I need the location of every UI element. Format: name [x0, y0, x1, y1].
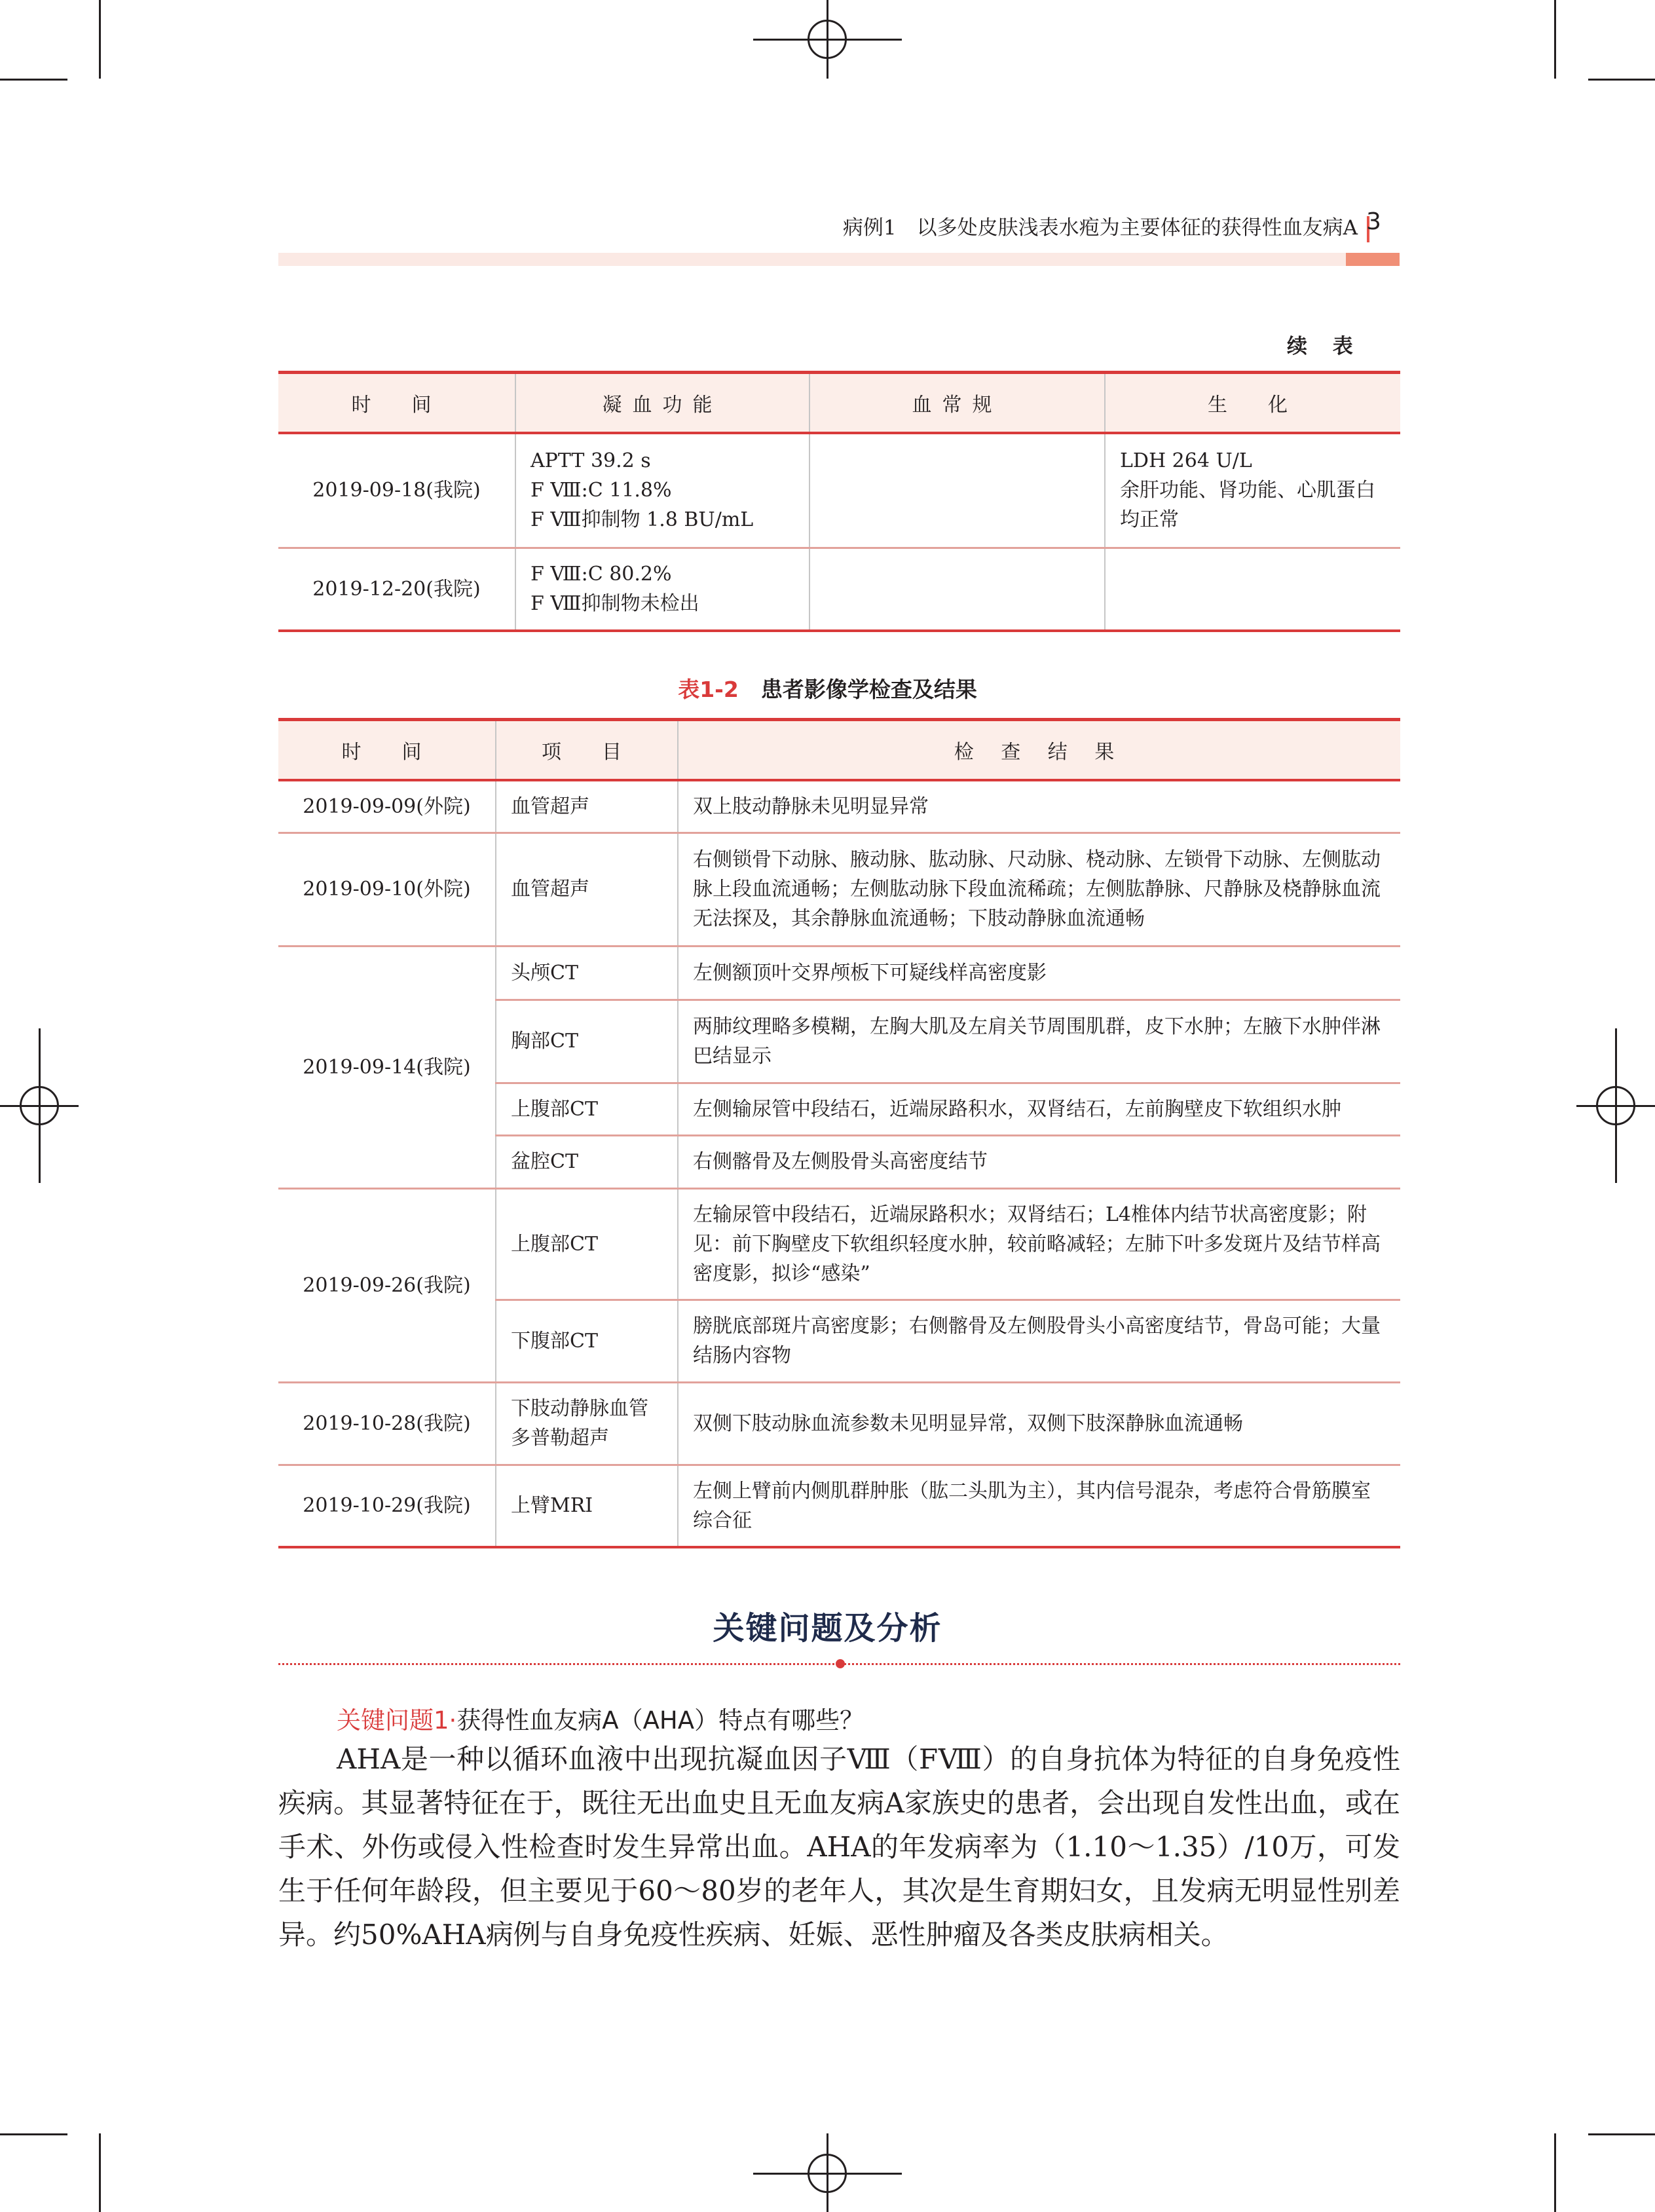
col-header-biochemistry: 生 化 [1105, 373, 1400, 434]
col-header-coagulation: 凝血功能 [515, 373, 809, 434]
row-item: 上臂MRI [496, 1465, 678, 1547]
row-result: 右侧锁骨下动脉、腋动脉、肱动脉、尺动脉、桡动脉、左锁骨下动脉、左侧肱动脉上段血流通畅；左侧肱动脉下段血流稀疏；左侧肱静脉、尺静脉及桡静脉血流无法探及，其余静脉血流通畅；下肢动静脉血流通畅 [678, 833, 1400, 946]
key-question-text: 获得性血友病A（AHA）特点有哪些？ [456, 1706, 865, 1734]
coag-line: F Ⅷ:C 11.8% [530, 479, 672, 502]
coag-line: F Ⅷ抑制物未检出 [530, 592, 699, 616]
blood-routine-cell [809, 548, 1105, 631]
row-result: 两肺纹理略多模糊，左胸大肌及左肩关节周围肌群，皮下水肿；左腋下水肿伴淋巴结显示 [678, 1000, 1400, 1083]
table-row [278, 1188, 1400, 1300]
row-item: 下肢动静脉血管多普勒超声 [496, 1382, 678, 1465]
row-date: 2019-09-26(我院) [278, 1188, 496, 1382]
col-header-item: 项 目 [496, 720, 678, 781]
row-item: 血管超声 [496, 780, 678, 833]
col-header-time: 时 间 [278, 720, 496, 781]
coag-line: F Ⅷ:C 80.2% [530, 563, 672, 586]
row-result: 膀胱底部斑片高密度影；右侧髂骨及左侧股骨头小高密度结节，骨岛可能；大量结肠内容物 [678, 1300, 1400, 1382]
table-caption [0, 673, 1655, 703]
row-date: 2019-09-10(外院) [278, 833, 496, 946]
table-row [278, 1465, 1400, 1547]
col-header-result: 检 查 结 果 [678, 720, 1400, 781]
row-date: 2019-09-18(我院) [278, 433, 515, 548]
biochem-line: LDH 264 U/L [1120, 449, 1252, 473]
coag-line: APTT 39.2 s [530, 449, 651, 473]
continued-label: 续 表 [1287, 335, 1362, 358]
row-item: 盆腔CT [496, 1135, 678, 1188]
row-date: 2019-12-20(我院) [278, 548, 515, 631]
key-question [337, 1700, 864, 1736]
table-row [278, 548, 1400, 631]
col-header-time: 时 间 [278, 373, 515, 434]
page-number: 3 [1366, 208, 1381, 235]
row-date: 2019-10-28(我院) [278, 1382, 496, 1465]
table-number: 表1-2 [678, 677, 739, 702]
row-date: 2019-09-14(我院) [278, 946, 496, 1188]
row-result: 右侧髂骨及左侧股骨头高密度结节 [678, 1135, 1400, 1188]
biochem-line: 余肝功能、肾功能、心肌蛋白均正常 [1120, 479, 1375, 532]
row-item: 上腹部CT [496, 1083, 678, 1135]
biochemistry-cell [1105, 548, 1400, 631]
row-item: 头颅CT [496, 946, 678, 1000]
table-row [278, 433, 1400, 548]
body-paragraph: AHA是一种以循环血液中出现抗凝血因子Ⅷ（FⅧ）的自身抗体为特征的自身免疫性疾病。其显著特征在于，既往无出血史且无血友病A家族史的患者，会出现自发性出血，或在手术、外伤或侵入性检查时发生异常出血。AHA的年发病率为（1.10～1.35）/10万，可发生于任何年龄段，但主要见于60～80岁的老年人，其次是生育期妇女，且发病无明显性别差异。约50%AHA病例与自身免疫性疾病、妊娠、恶性肿瘤及各类皮肤病相关。 [278, 1743, 1400, 1951]
coag-line: F Ⅷ抑制物 1.8 BU/mL [530, 508, 754, 532]
section-title: 关键问题及分析 [713, 1610, 942, 1647]
imaging-results-table [278, 718, 1400, 1548]
row-result: 左侧上臂前内侧肌群肿胀（肱二头肌为主），其内信号混杂，考虑符合骨筋膜室综合征 [678, 1465, 1400, 1547]
lab-results-table [278, 371, 1400, 632]
row-date: 2019-10-29(我院) [278, 1465, 496, 1547]
coagulation-cell [515, 433, 809, 548]
col-header-blood-routine: 血常规 [809, 373, 1105, 434]
key-question-number: 关键问题1· [337, 1706, 457, 1734]
header-band-accent [1346, 253, 1400, 266]
blood-routine-cell [809, 433, 1105, 548]
row-result: 双侧下肢动脉血流参数未见明显异常，双侧下肢深静脉血流通畅 [678, 1382, 1400, 1465]
row-result: 左侧输尿管中段结石，近端尿路积水，双肾结石，左前胸壁皮下软组织水肿 [678, 1083, 1400, 1135]
row-item: 胸部CT [496, 1000, 678, 1083]
biochemistry-cell [1105, 433, 1400, 548]
table-row [278, 1382, 1400, 1465]
running-title: 病例1 以多处皮肤浅表水疱为主要体征的获得性血友病A [842, 216, 1358, 240]
header-band [278, 253, 1346, 266]
row-result: 双上肢动静脉未见明显异常 [678, 780, 1400, 833]
table-row [278, 780, 1400, 833]
row-item: 上腹部CT [496, 1188, 678, 1300]
row-date: 2019-09-09(外院) [278, 780, 496, 833]
row-result: 左输尿管中段结石，近端尿路积水；双肾结石；L4椎体内结节状高密度影；附见：前下胸壁皮下软组织轻度水肿，较前略减轻；左肺下叶多发斑片及结节样高密度影，拟诊“感染” [678, 1188, 1400, 1300]
table-title: 患者影像学检查及结果 [760, 677, 977, 702]
table-header-row [278, 720, 1400, 781]
running-header [843, 211, 1380, 242]
table-row [278, 946, 1400, 1000]
row-item: 下腹部CT [496, 1300, 678, 1382]
row-result: 左侧额顶叶交界颅板下可疑线样高密度影 [678, 946, 1400, 1000]
coagulation-cell [515, 548, 809, 631]
table-header-row [278, 373, 1400, 434]
row-item: 血管超声 [496, 833, 678, 946]
table-row [278, 833, 1400, 946]
section-divider-dot [836, 1659, 845, 1668]
